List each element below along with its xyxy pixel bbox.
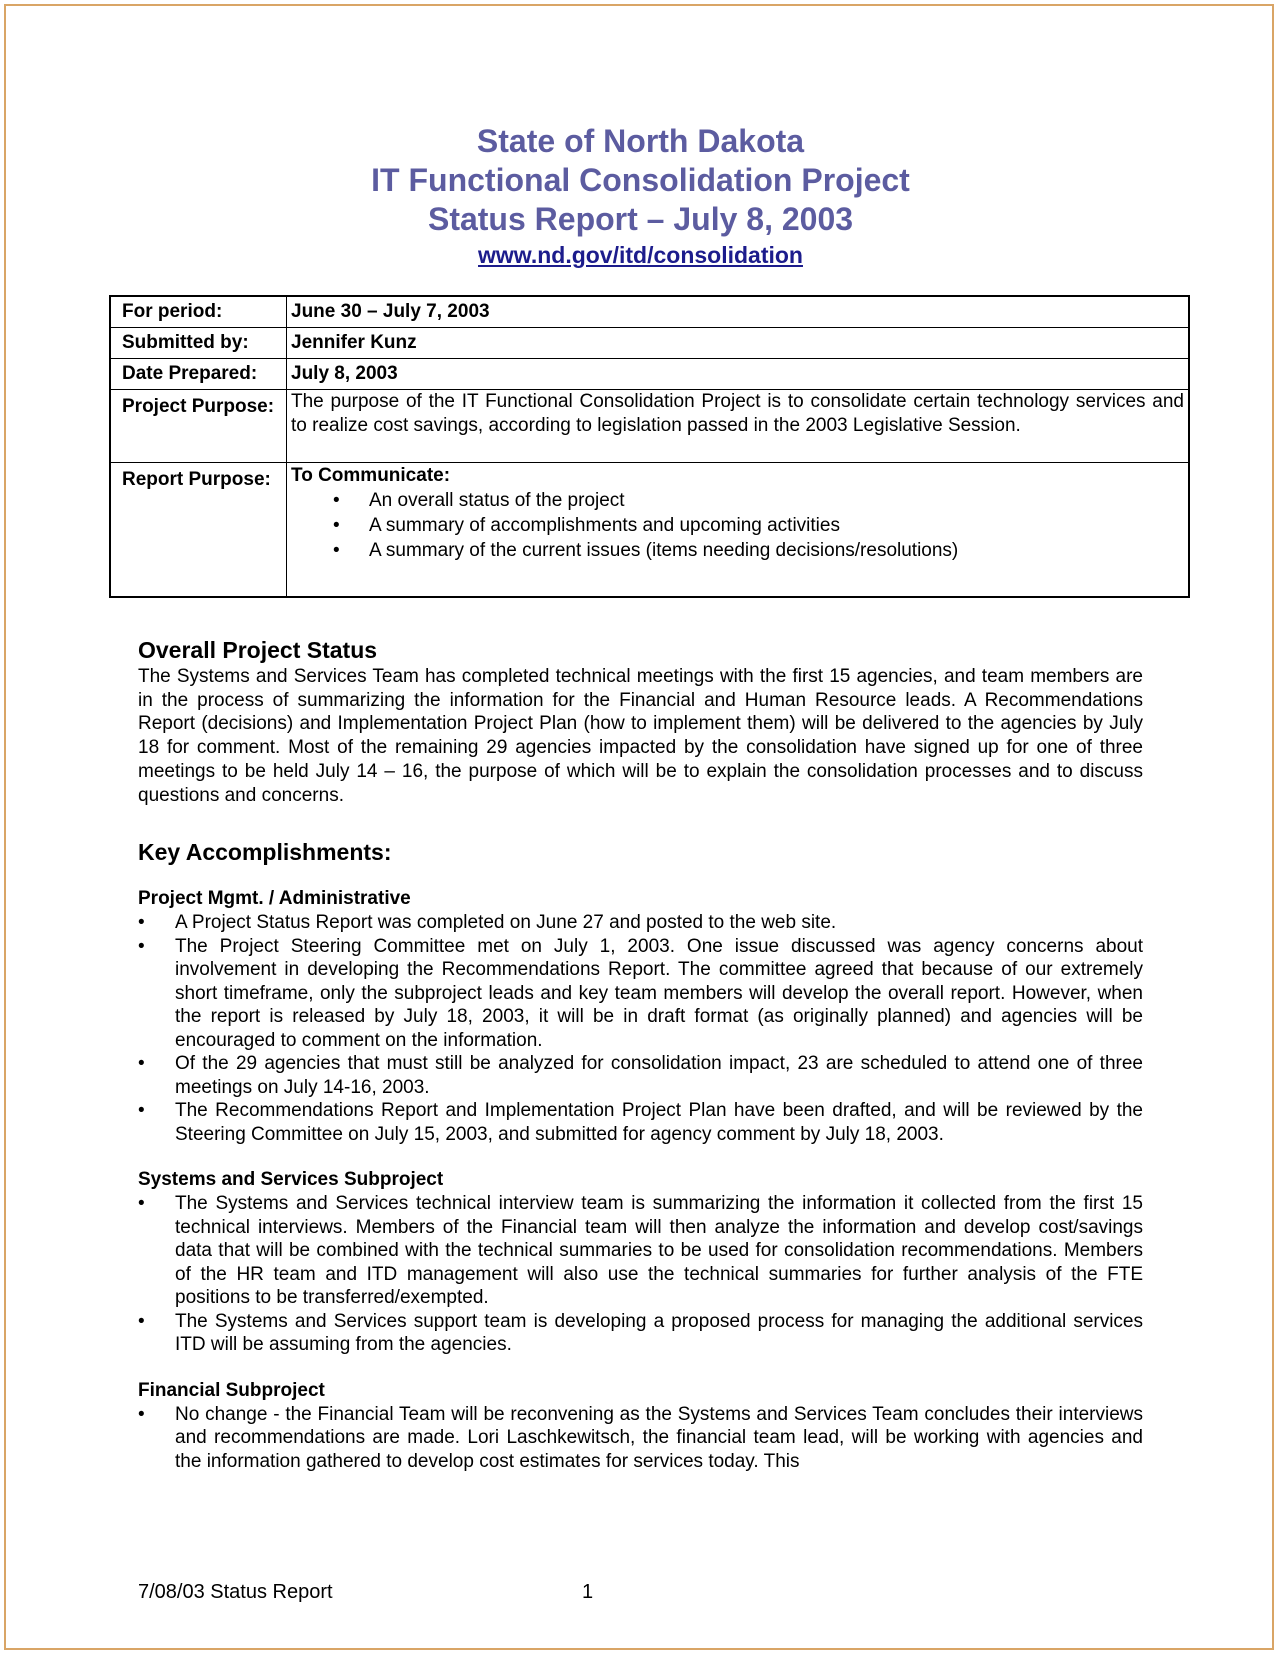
list-item: • The Systems and Services technical interview team is summarizing the information it collected from the first 15 technical interviews. Members of the Financial team will then analyze the information and develop cost/savings data that will be combined with the technical summaries to be used for consolidation recommendations. Members of the HR team and ITD management will also use the technical summaries for further analysis of the FTE positions to be transferred/exempted. (138, 1192, 1143, 1310)
list-item: • An overall status of the project (333, 488, 1184, 513)
project-mgmt-list (138, 911, 1143, 1146)
date-prepared-value: July 8, 2003 (287, 359, 1190, 390)
financial-list (138, 1403, 1143, 1474)
section-heading: Overall Project Status (138, 637, 378, 663)
overall-status-text: The Systems and Services Team has completed technical meetings with the first 15 agencies, and team members are in the process of summarizing the information for the Financial and Human Resource leads. A Recommendations Report (decisions) and Implementation Project Plan (how to implement them) will be delivered to the agencies by July 18 for comment. Most of the remaining 29 agencies impacted by the consolidation have signed up for one of three meetings to be held July 14 – 16, the purpose of which will be to explain the consolidation processes and to discuss questions and concerns. (138, 666, 1143, 806)
title-state: State of North Dakota (476, 123, 805, 159)
submitted-label: Submitted by: (110, 328, 287, 359)
project-purpose-label: Project Purpose: (110, 390, 287, 463)
subsection-heading: Project Mgmt. / Administrative (138, 888, 411, 909)
systems-services-list (138, 1192, 1143, 1357)
footer-label: 7/08/03 Status Report (138, 1581, 333, 1603)
key-accomplishments-section (138, 838, 1143, 1473)
list-item: • A summary of accomplishments and upcoming activities (333, 513, 1184, 538)
report-purpose-heading: To Communicate: (291, 465, 451, 486)
report-purpose-list (291, 488, 1184, 563)
title-report-date: Status Report – July 8, 2003 (427, 201, 854, 237)
project-url-link[interactable]: www.nd.gov/itd/consolidation (478, 242, 803, 268)
list-item: • Of the 29 agencies that must still be analyzed for consolidation impact, 23 are scheduled to attend one of three meetings on July 14-16, 2003. (138, 1052, 1143, 1099)
section-heading: Key Accomplishments: (138, 839, 392, 865)
list-item: • A Project Status Report was completed on June 27 and posted to the web site. (138, 911, 1143, 935)
document-header (0, 122, 1281, 270)
report-purpose-label: Report Purpose: (110, 463, 287, 598)
report-info-table (109, 295, 1190, 598)
project-purpose-value: The purpose of the IT Functional Consolidation Project is to consolidate certain technology services and to realize cost savings, according to legislation passed in the 2003 Legislative Session. (287, 390, 1190, 463)
list-item: • No change - the Financial Team will be reconvening as the Systems and Services Team concludes their interviews and recommendations are made. Lori Laschkewitsch, the financial team lead, will be working with agencies and the information gathered to develop cost estimates for services today. This (138, 1403, 1143, 1474)
period-label: For period: (110, 296, 287, 328)
list-item: • The Recommendations Report and Implementation Project Plan have been drafted, and will be reviewed by the Steering Committee on July 15, 2003, and submitted for agency comment by July 18, 2003. (138, 1099, 1143, 1146)
submitted-value: Jennifer Kunz (287, 328, 1190, 359)
list-item: • The Systems and Services support team is developing a proposed process for managing the additional services ITD will be assuming from the agencies. (138, 1310, 1143, 1357)
period-value: June 30 – July 7, 2003 (287, 296, 1190, 328)
title-project: IT Functional Consolidation Project (371, 162, 910, 198)
report-purpose-value (287, 463, 1190, 598)
subsection-heading: Financial Subproject (138, 1379, 325, 1401)
subsection-heading: Systems and Services Subproject (138, 1169, 444, 1190)
date-prepared-label: Date Prepared: (110, 359, 287, 390)
list-item: • A summary of the current issues (items needing decisions/resolutions) (333, 538, 1184, 563)
page-number: 1 (582, 1581, 594, 1603)
list-item: • The Project Steering Committee met on July 1, 2003. One issue discussed was agency concerns about involvement in developing the Recommendations Report. The committee agreed that because of our extremely short timeframe, only the subproject leads and key team members will develop the overall report. However, when the report is released by July 18, 2003, it will be in draft format (as originally planned) and agencies will be encouraged to comment on the information. (138, 935, 1143, 1053)
overall-status-section (138, 636, 1143, 807)
